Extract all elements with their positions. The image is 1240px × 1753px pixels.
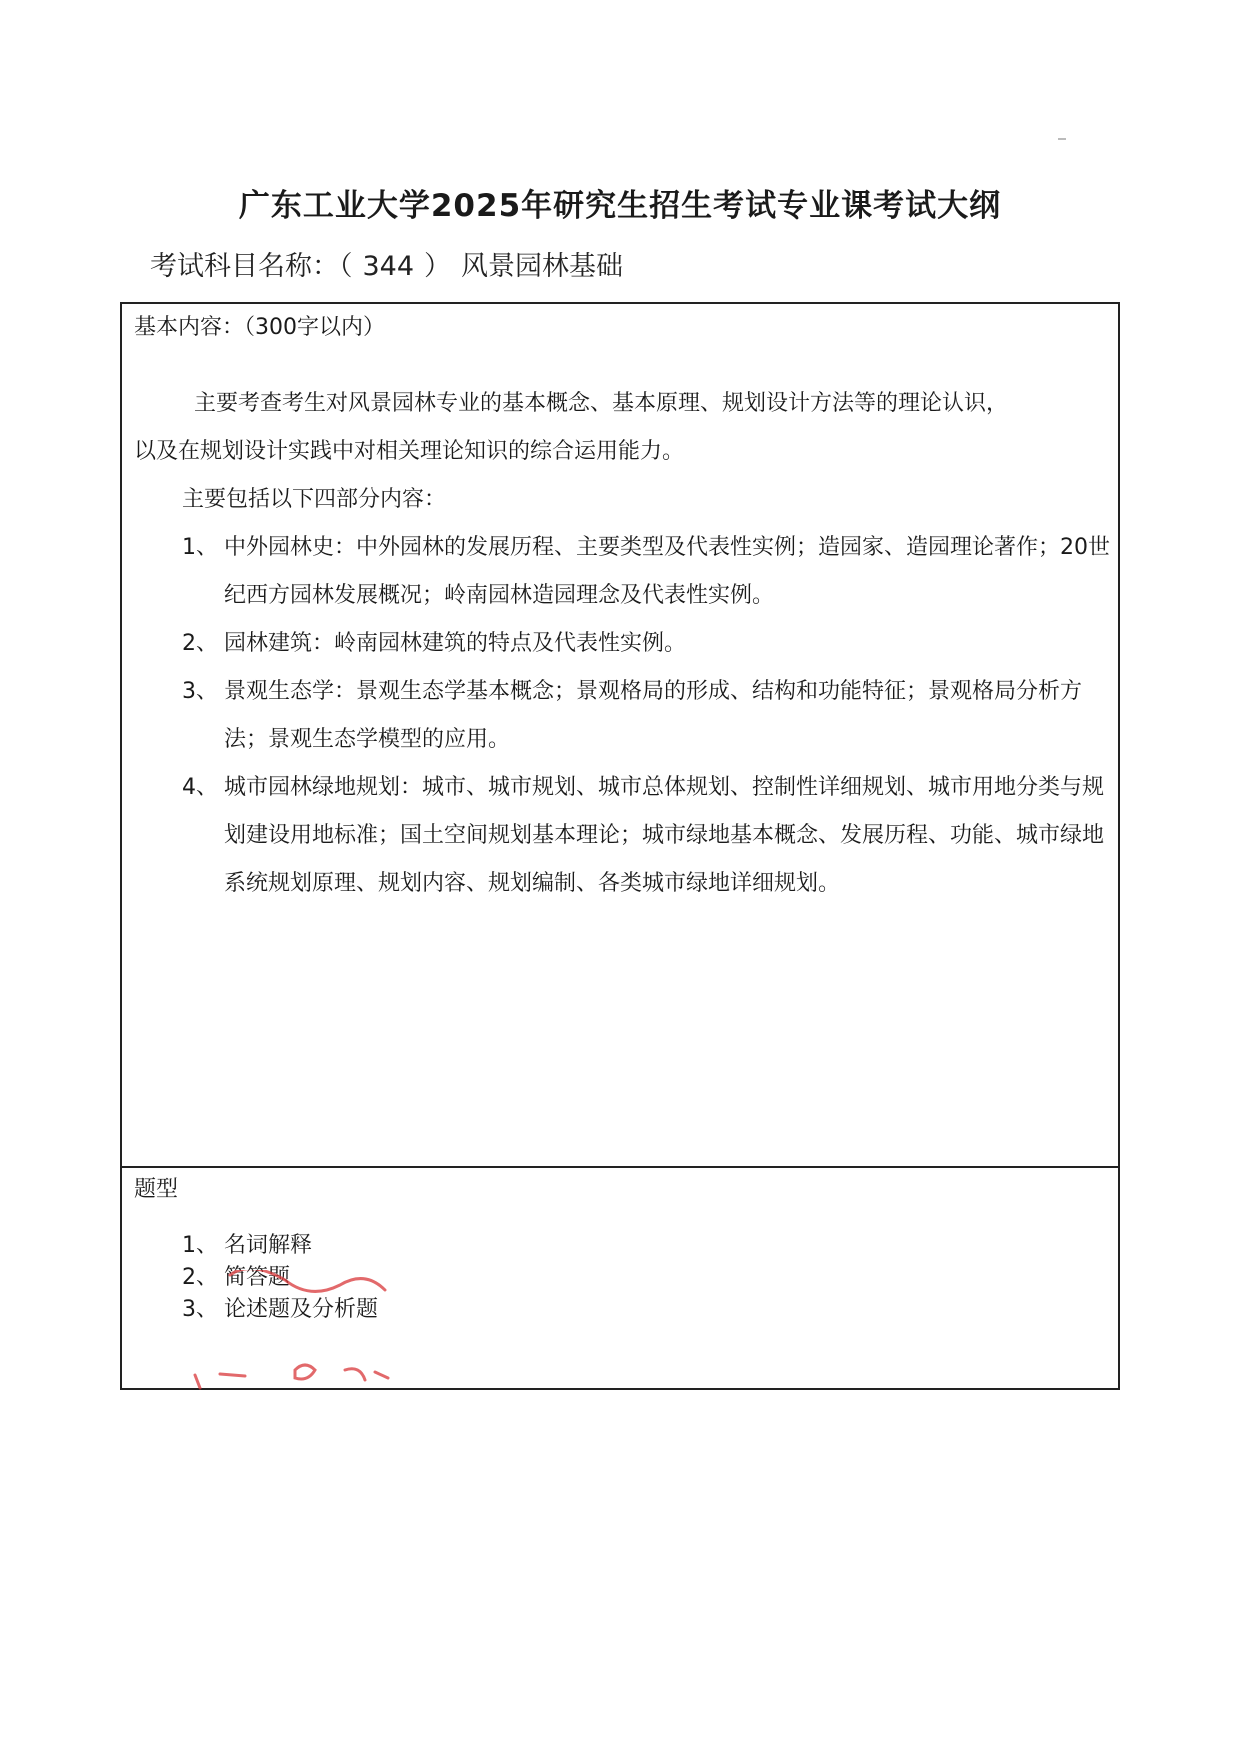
subject-line bbox=[150, 244, 623, 283]
item-number: 1、 bbox=[182, 535, 218, 560]
qtype-number: 1、 bbox=[182, 1233, 218, 1258]
subject-code: 344 bbox=[362, 251, 415, 282]
intro-line-1: 主要考查考生对风景园林专业的基本概念、基本原理、规划设计方法等的理论认识， bbox=[194, 391, 1009, 416]
qtype-text: 简答题 bbox=[224, 1265, 291, 1290]
qtype-text: 名词解释 bbox=[224, 1233, 313, 1258]
subject-name: 风景园林基础 bbox=[461, 251, 624, 282]
qtype-number: 2、 bbox=[182, 1265, 218, 1290]
item-number: 3、 bbox=[182, 679, 218, 704]
subject-label: 考试科目名称： bbox=[150, 251, 339, 282]
item-text: 中外园林史：中外园林的发展历程、主要类型及代表性实例；造园家、造园理论著作；20世纪西方园林发展概况；岭南园林造园理念及代表性实例。 bbox=[224, 535, 1110, 608]
item-text: 园林建筑：岭南园林建筑的特点及代表性实例。 bbox=[224, 631, 687, 656]
subject-close-paren: ） bbox=[424, 251, 452, 282]
item-number: 2、 bbox=[182, 631, 218, 656]
content-item bbox=[182, 620, 1112, 668]
includes-line: 主要包括以下四部分内容： bbox=[182, 487, 447, 512]
subject-open-paren: （ bbox=[339, 251, 353, 282]
content-item bbox=[182, 524, 1112, 620]
outline-table bbox=[120, 302, 1120, 1390]
scan-mark bbox=[1058, 138, 1066, 140]
red-seal-stamp bbox=[190, 1270, 450, 1390]
question-types-label: 题型 bbox=[134, 1177, 179, 1202]
item-text: 城市园林绿地规划：城市、城市规划、城市总体规划、控制性详细规划、城市用地分类与规划建设用地标准；国土空间规划基本理论；城市绿地基本概念、发展历程、功能、城市绿地系统规划原理、规划内容、规划编制、各类城市绿地详细规划。 bbox=[224, 775, 1105, 896]
item-text: 景观生态学：景观生态学基本概念；景观格局的形成、结构和功能特征；景观格局分析方法；景观生态学模型的应用。 bbox=[224, 679, 1083, 752]
page-title: 广东工业大学2025年研究生招生考试专业课考试大纲 bbox=[238, 188, 1002, 224]
item-number: 4、 bbox=[182, 775, 218, 800]
question-type-item bbox=[182, 1230, 312, 1262]
content-item bbox=[182, 764, 1112, 908]
basic-content-label: 基本内容：（300字以内） bbox=[134, 315, 385, 340]
intro-line-2: 以及在规划设计实践中对相关理论知识的综合运用能力。 bbox=[134, 439, 685, 464]
section-divider bbox=[122, 1166, 1118, 1168]
content-item bbox=[182, 668, 1112, 764]
qtype-text: 论述题及分析题 bbox=[224, 1297, 379, 1322]
qtype-number: 3、 bbox=[182, 1297, 218, 1322]
